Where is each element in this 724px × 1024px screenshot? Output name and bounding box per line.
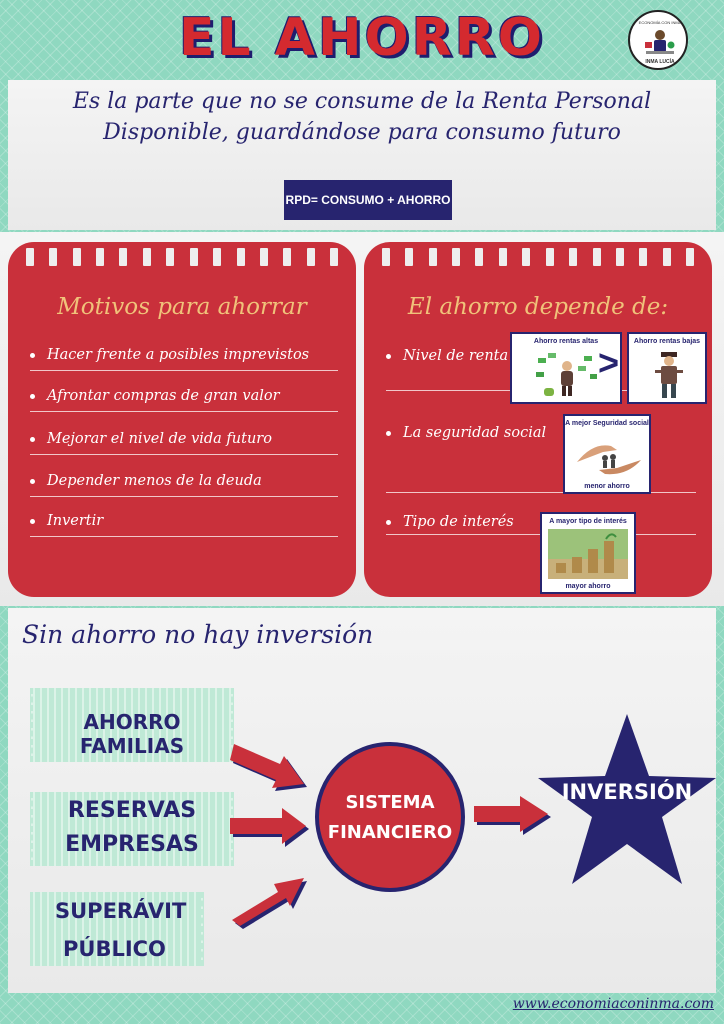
logo-text-bottom: INMA LUCÍA xyxy=(645,59,675,65)
poor-man-icon xyxy=(649,350,689,402)
tipo-interes-top-label: A mayor tipo de interés xyxy=(549,518,627,525)
money-man-icon xyxy=(534,352,600,400)
motivo-item-1: Hacer frente a posibles imprevistos xyxy=(30,345,338,371)
page-title: EL AHORRO xyxy=(178,8,545,68)
depende-item-1: Nivel de renta xyxy=(386,346,508,371)
depende-card xyxy=(364,242,712,597)
footer-link[interactable]: www.economiaconinma.com xyxy=(512,996,714,1012)
bullet-icon xyxy=(30,479,35,484)
bullet-icon xyxy=(30,394,35,399)
teacher-figure-icon xyxy=(644,28,676,56)
sistema-financiero-node xyxy=(315,742,465,892)
source-reservas-empresas xyxy=(30,792,234,866)
motivo-item-5: Invertir xyxy=(30,511,338,537)
notebook-rings xyxy=(8,248,356,266)
rentas-bajas-image xyxy=(627,332,707,404)
seguridad-social-top-label: A mejor Seguridad social xyxy=(565,420,649,427)
seguridad-social-image xyxy=(563,414,651,494)
logo-text-top: ECONOMÍA CON INMA xyxy=(638,20,682,25)
hands-protecting-icon xyxy=(573,432,645,480)
rentas-bajas-label: Ahorro rentas bajas xyxy=(633,338,701,345)
flow-arrows xyxy=(220,720,320,950)
definition-text xyxy=(8,86,716,148)
source-ahorro-familias xyxy=(30,688,234,762)
arrow-icon xyxy=(232,878,307,929)
formula-badge: RPD= CONSUMO + AHORRO xyxy=(284,180,452,220)
bullet-icon xyxy=(30,519,35,524)
source-1-label: AHORRO FAMILIAS xyxy=(79,710,185,758)
depende-title: El ahorro depende de: xyxy=(407,294,669,320)
tipo-interes-bottom-label: mayor ahorro xyxy=(565,583,611,590)
source-3-label: SUPERÁVIT PÚBLICO xyxy=(55,899,187,961)
motivos-card xyxy=(8,242,356,597)
bullet-icon xyxy=(30,437,35,442)
motivos-title: Motivos para ahorrar xyxy=(57,294,307,320)
inversion-label: INVERSIÓN xyxy=(561,780,693,804)
seguridad-social-bottom-label: menor ahorro xyxy=(584,483,630,490)
brand-logo xyxy=(628,10,688,70)
depende-item-2: La seguridad social xyxy=(386,423,546,448)
source-2-label: RESERVAS EMPRESAS xyxy=(65,798,199,857)
tipo-interes-image xyxy=(540,512,636,594)
coin-stacks-icon xyxy=(548,529,628,579)
definition-line-1: Es la parte que no se consume de la Renta Personal xyxy=(72,89,652,114)
bullet-icon xyxy=(30,353,35,358)
rentas-altas-label: Ahorro rentas altas xyxy=(533,338,599,345)
motivo-item-4: Depender menos de la deuda xyxy=(30,471,338,497)
motivo-item-3: Mejorar el nivel de vida futuro xyxy=(30,429,338,455)
greater-than-symbol: > xyxy=(598,342,620,383)
motivo-item-2: Afrontar compras de gran valor xyxy=(30,386,338,412)
source-superavit-publico xyxy=(30,892,204,966)
center-label: SISTEMA FINANCIERO xyxy=(327,792,453,843)
bullet-icon xyxy=(386,520,391,525)
arrow-icon xyxy=(230,808,309,847)
flow-title: Sin ahorro no hay inversión xyxy=(22,620,374,649)
bullet-icon xyxy=(386,431,391,436)
bullet-icon xyxy=(386,354,391,359)
notebook-rings xyxy=(364,248,712,266)
definition-line-2: Disponible, guardándose para consumo futuro xyxy=(103,120,621,145)
depende-item-3: Tipo de interés xyxy=(386,512,514,537)
arrow-icon xyxy=(230,744,307,791)
